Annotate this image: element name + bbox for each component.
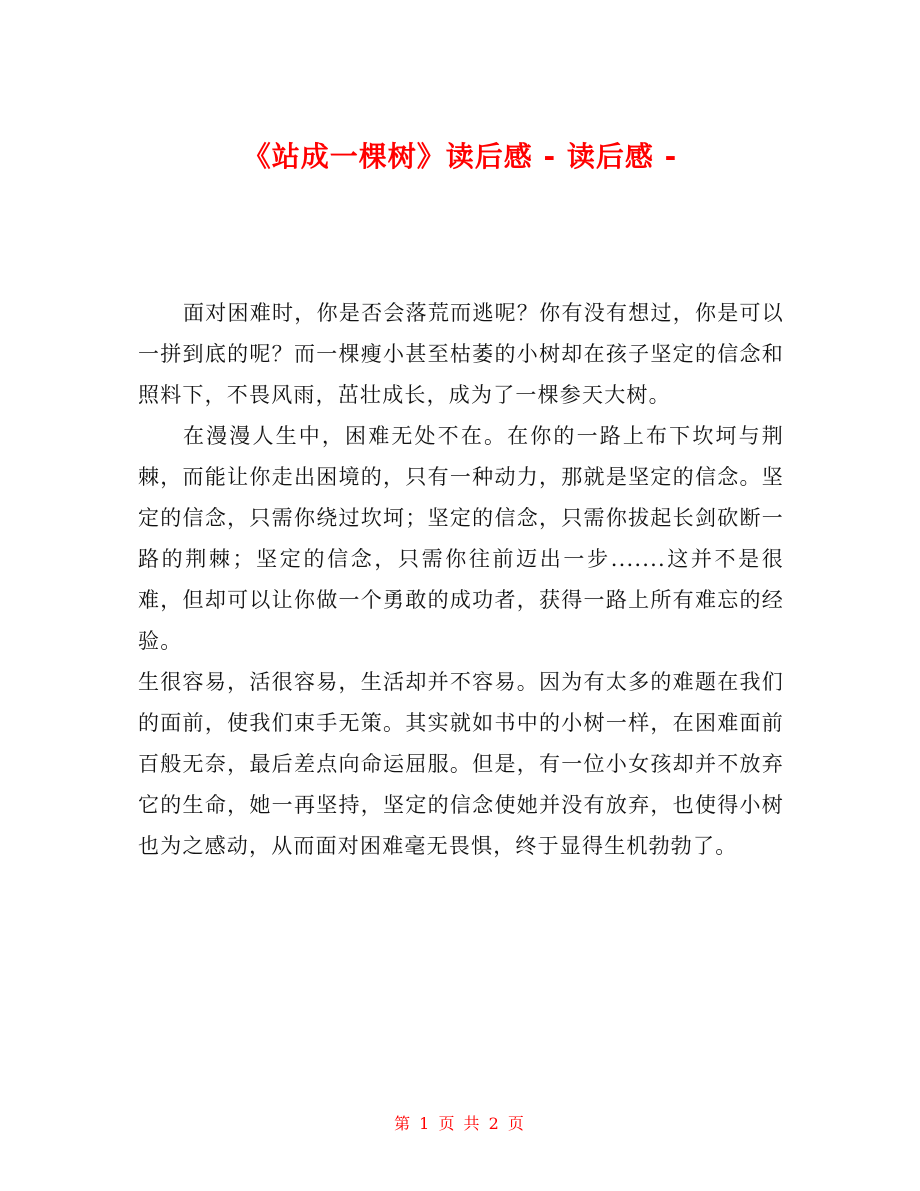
page-footer: 第 1 页 共 2 页 <box>394 1114 526 1133</box>
document-body <box>138 293 784 867</box>
page-title: 《站成一棵树》读后感 - 读后感 - <box>242 139 678 173</box>
paragraph-2: 在漫漫人生中，困难无处不在。在你的一路上布下坎坷与荆棘，而能让你走出困境的，只有一种动力，那就是坚定的信念。坚定的信念，只需你绕过坎坷；坚定的信念，只需你拔起长剑砍断一路的荆棘；坚定的信念，只需你往前迈出一步.......这并不是很难，但却可以让你做一个勇敢的成功者，获得一路上所有难忘的经验。 <box>138 424 784 653</box>
paragraph-1: 面对困难时，你是否会落荒而逃呢？你有没有想过，你是可以一拼到底的呢？而一棵瘦小甚至枯萎的小树却在孩子坚定的信念和照料下，不畏风雨，茁壮成长，成为了一棵参天大树。 <box>138 301 784 407</box>
paragraph-3: 生很容易，活很容易，生活却并不容易。因为有太多的难题在我们的面前，使我们束手无策。其实就如书中的小树一样，在困难面前百般无奈，最后差点向命运屈服。但是，有一位小女孩却并不放弃它的生命，她一再坚持，坚定的信念使她并没有放弃，也使得小树也为之感动，从而面对困难毫无畏惧，终于显得生机勃勃了。 <box>138 670 784 858</box>
